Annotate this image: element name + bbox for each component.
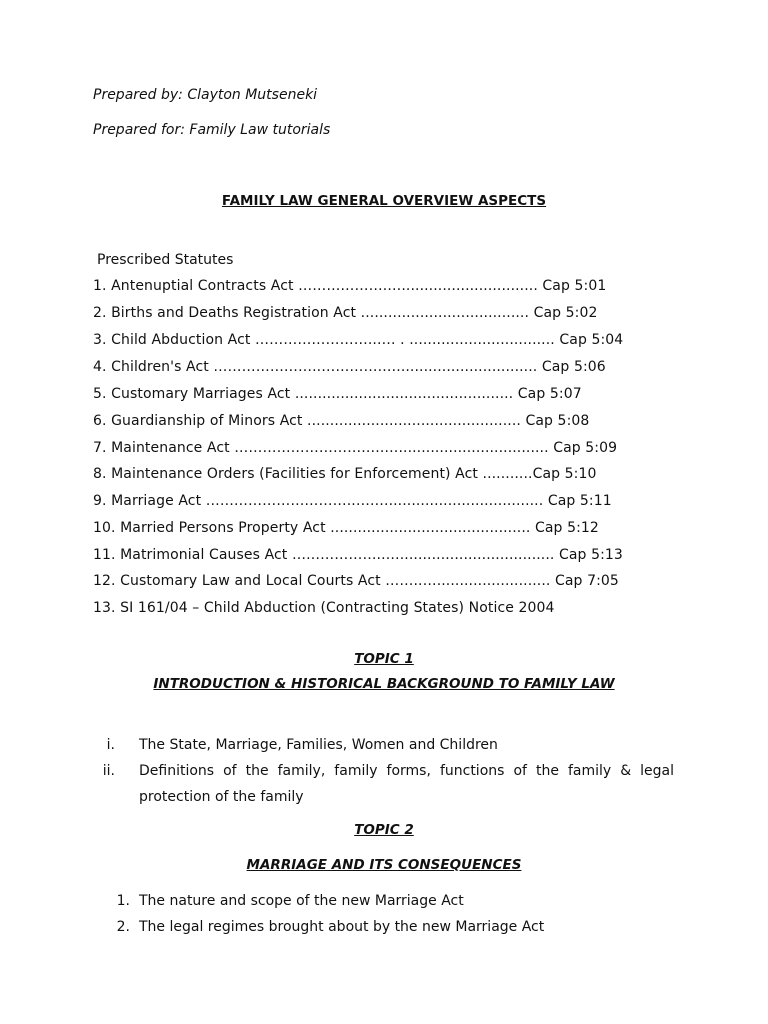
list-marker: i. xyxy=(106,737,115,753)
list-item: The nature and scope of the new Marriage Act xyxy=(139,893,464,909)
statutes-heading: Prescribed Statutes xyxy=(97,252,234,268)
topic-1-title: INTRODUCTION & HISTORICAL BACKGROUND TO FAMILY LAW xyxy=(153,676,615,692)
statute-item: 12. Customary Law and Local Courts Act ……..…......................... Cap 7:05 xyxy=(93,573,619,589)
list-marker: ii. xyxy=(102,763,115,779)
statute-item: 10. Married Persons Property Act ............................................ Cap 5:12 xyxy=(93,520,599,536)
statute-item: 1. Antenuptial Contracts Act ……………….….............................. Cap 5:01 xyxy=(93,278,607,294)
list-item: The State, Marriage, Families, Women and Children xyxy=(139,737,498,753)
topic-2-label: TOPIC 2 xyxy=(354,822,414,838)
topic-2-title: MARRIAGE AND ITS CONSEQUENCES xyxy=(246,857,522,873)
document-title: FAMILY LAW GENERAL OVERVIEW ASPECTS xyxy=(221,193,547,209)
prepared-for: Prepared for: Family Law tutorials xyxy=(93,122,331,138)
prepared-by: Prepared by: Clayton Mutseneki xyxy=(93,87,318,103)
statute-item: 5. Customary Marriages Act ................................................ Cap 5:07 xyxy=(93,386,582,402)
statute-item: 7. Maintenance Act …………………………..…................................. Cap 5:09 xyxy=(93,440,618,456)
statute-item: 2. Births and Deaths Registration Act ..................................... Cap 5:02 xyxy=(93,305,598,321)
list-marker: 2. xyxy=(116,919,130,935)
list-marker: 1. xyxy=(116,893,130,909)
statute-item: 4. Children's Act …………………..………….…............................... Cap 5:06 xyxy=(93,359,606,375)
statute-item: 9. Marriage Act …………………………..……................................... Cap 5:11 xyxy=(93,493,612,509)
statute-item: 3. Child Abduction Act ……………………..…. . ................................ Cap 5:04 xyxy=(93,332,624,348)
list-item: The legal regimes brought about by the new Marriage Act xyxy=(139,919,545,935)
statute-item: 6. Guardianship of Minors Act ............................................... Cap 5:08 xyxy=(93,413,590,429)
statute-item: 11. Matrimonial Causes Act ………………..….................................. Cap 5:13 xyxy=(93,547,623,563)
topic-1-label: TOPIC 1 xyxy=(354,651,414,667)
list-item: Definitions of the family, family forms, functions of the family & legal protection of the family xyxy=(139,763,674,805)
statute-item: 13. SI 161/04 – Child Abduction (Contracting States) Notice 2004 xyxy=(93,600,555,616)
statute-item: 8. Maintenance Orders (Facilities for Enforcement) Act ...........Cap 5:10 xyxy=(93,466,597,482)
